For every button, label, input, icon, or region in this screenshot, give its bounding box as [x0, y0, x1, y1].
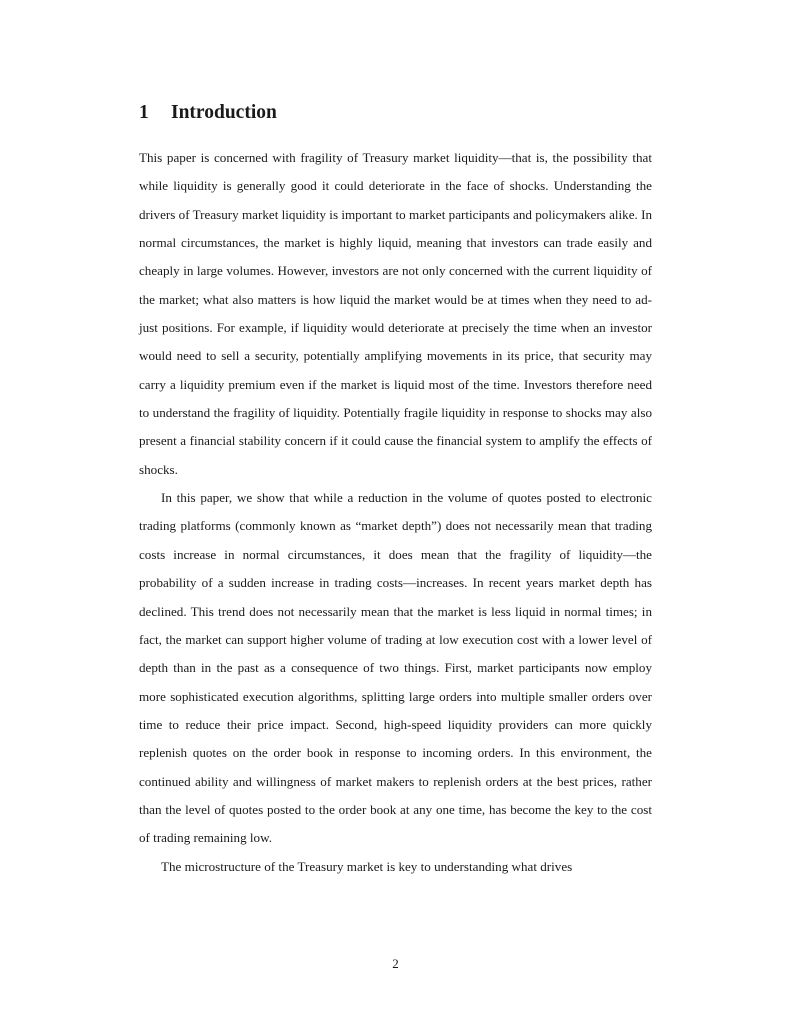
- paragraph-3: The microstructure of the Treasury market is key to understanding what drives: [161, 858, 573, 874]
- paragraph-2: In this paper, we show that while a reduction in the volume of quotes posted to electronic trading platforms (commonly known as “market depth”) does not necessarily mean that trading costs increase in normal circumstances, it does mean that the fragility of liquidity—the probability of a sudden increase in trading costs—increases. In recent years market depth has declined. This trend does not necessarily mean that the market is less liquid in normal times; in fact, the market can support higher volume of trading at low execution cost with a lower level of depth than in the past as a consequence of two things. First, market participants now employ more sophisticated execution algorithms, splitting large orders into multiple smaller orders over time to reduce their price impact. Second, high-speed liquidity providers can more quickly replenish quotes on the order book in response to incoming orders. In this environment, the continued ability and willingness of market makers to replenish orders at the best prices, rather than the level of quotes posted to the order book at any one time, has become the key to the cost of trading remaining low.: [139, 490, 652, 846]
- paragraph-1: This paper is concerned with fragility of Treasury market liquidity—that is, the possibility that while liquidity is generally good it could deteriorate in the face of shocks. Understanding the drivers of Treasury market liquidity is important to market participants and policymakers alike. In normal circumstances, the market is highly liquid, meaning that investors can trade easily and cheaply in large volumes. However, investors are not only concerned with the current liquidity of the market; what also matters is how liquid the market would be at times when they need to adjust positions. For example, if liquidity would deteriorate at precisely the time when an investor would need to sell a security, potentially amplifying movements in its price, that security may carry a liquidity premium even if the market is liquid most of the time. Investors therefore need to understand the fragility of liquidity. Potentially fragile liquidity in response to shocks may also present a financial stability concern if it could cause the financial system to amplify the effects of shocks.: [139, 150, 652, 477]
- section-number: 1: [139, 102, 149, 123]
- body-text: [139, 144, 652, 881]
- section-title: Introduction: [171, 102, 277, 123]
- section-heading: [139, 100, 277, 126]
- page-number: 2: [392, 956, 399, 971]
